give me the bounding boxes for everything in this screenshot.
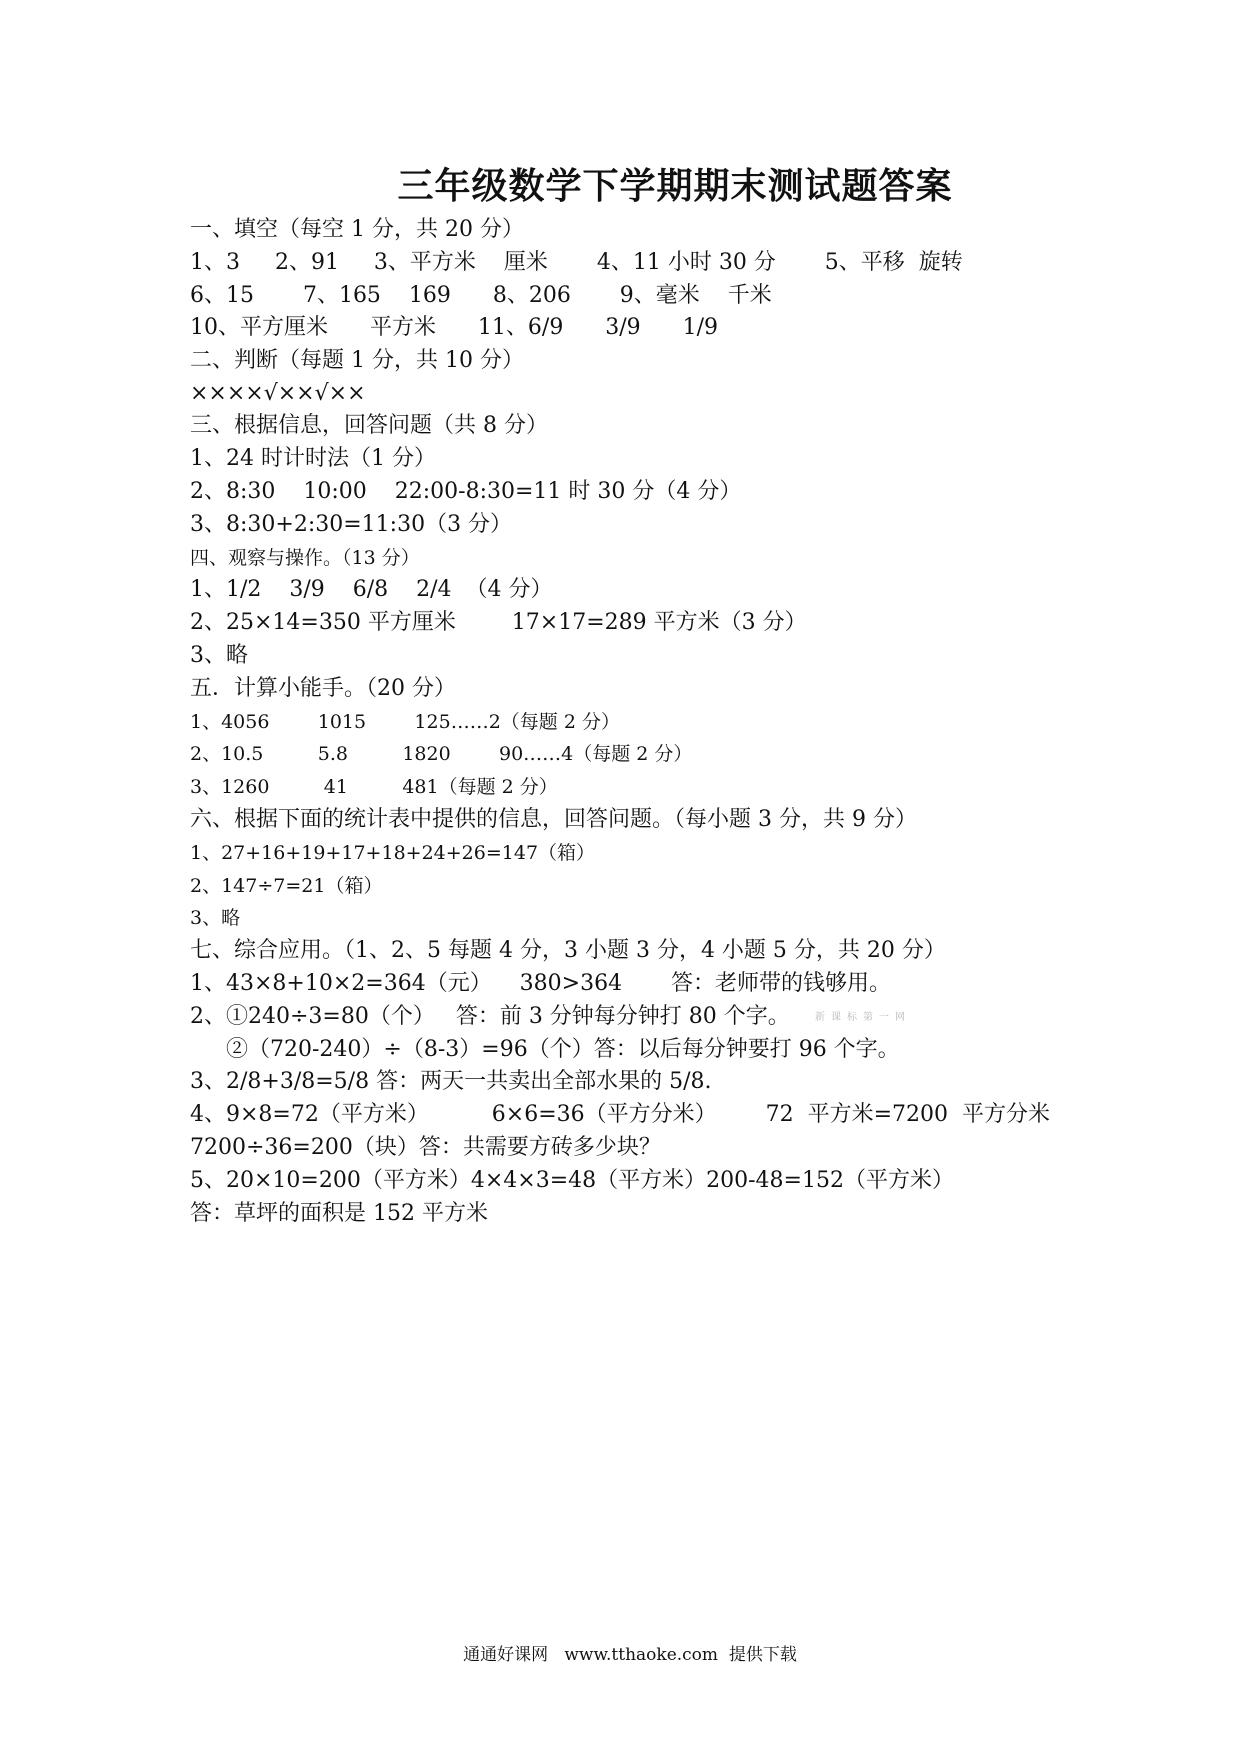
answer-line: 2、25×14=350 平方厘米 17×17=289 平方米（3 分） bbox=[190, 610, 807, 635]
section-heading-7: 七、综合应用。（1、2、5 每题 4 分，3 小题 3 分，4 小题 5 分，共 20 分） bbox=[190, 938, 946, 963]
answer-line: 2、147÷7=21（箱） bbox=[190, 875, 383, 897]
section-heading-6: 六、根据下面的统计表中提供的信息，回答问题。（每小题 3 分，共 9 分） bbox=[190, 807, 917, 832]
answer-line: 1、3 2、91 3、平方米 厘米 4、11 小时 30 分 5、平移 旋转 bbox=[190, 250, 963, 275]
answer-line: ②（720-240）÷（8-3）=96（个）答：以后每分钟要打 96 个字。 bbox=[226, 1037, 900, 1062]
answer-line: 1、27+16+19+17+18+24+26=147（箱） bbox=[190, 842, 596, 864]
section-heading-4: 四、观察与操作。（13 分） bbox=[190, 547, 420, 569]
answer-line: 3、略 bbox=[190, 643, 248, 668]
section-heading-2: 二、判断（每题 1 分，共 10 分） bbox=[190, 348, 524, 373]
answer-line: 1、4056 1015 125……2（每题 2 分） bbox=[190, 711, 620, 733]
answer-line: 3、略 bbox=[190, 907, 241, 929]
answer-line: 1、24 时计时法（1 分） bbox=[190, 446, 436, 471]
answer-line: 答：草坪的面积是 152 平方米 bbox=[190, 1201, 488, 1226]
answer-line: ××××√××√×× bbox=[190, 381, 366, 406]
answer-line: 1、1/2 3/9 6/8 2/4 （4 分） bbox=[190, 577, 553, 602]
answer-line: 4、9×8=72（平方米） 6×6=36（平方分米） 72 平方米=7200 平方分米 bbox=[190, 1102, 1050, 1127]
footer-credit: 通通好课网 www.tthaoke.com 提供下载 bbox=[463, 1645, 797, 1665]
answer-line: 3、2/8+3/8=5/8 答：两天一共卖出全部水果的 5/8. bbox=[190, 1069, 712, 1094]
answer-line: 3、1260 41 481（每题 2 分） bbox=[190, 776, 558, 798]
answer-line: 2、8:30 10:00 22:00-8:30=11 时 30 分（4 分） bbox=[190, 479, 742, 504]
document-title: 三年级数学下学期期末测试题答案 bbox=[397, 166, 953, 207]
watermark: 新课标第一网 bbox=[815, 1012, 911, 1023]
answer-line: 2、①240÷3=80（个） 答：前 3 分钟每分钟打 80 个字。 bbox=[190, 1004, 790, 1029]
answer-line: 3、8:30+2:30=11:30（3 分） bbox=[190, 512, 513, 537]
section-heading-5: 五．计算小能手。（20 分） bbox=[190, 676, 456, 701]
answer-line: 5、20×10=200（平方米）4×4×3=48（平方米）200-48=152（平方米） bbox=[190, 1168, 954, 1193]
answer-line: 10、平方厘米 平方米 11、6/9 3/9 1/9 bbox=[190, 315, 719, 340]
answer-line: 1、43×8+10×2=364（元） 380>364 答：老师带的钱够用。 bbox=[190, 971, 892, 996]
section-heading-3: 三、根据信息，回答问题（共 8 分） bbox=[190, 413, 548, 438]
section-heading-1: 一、填空（每空 1 分，共 20 分） bbox=[190, 217, 524, 242]
answer-line: 2、10.5 5.8 1820 90……4（每题 2 分） bbox=[190, 743, 693, 765]
answer-line: 6、15 7、165 169 8、206 9、毫米 千米 bbox=[190, 283, 772, 308]
answer-line: 7200÷36=200（块）答：共需要方砖多少块？ bbox=[190, 1135, 661, 1160]
